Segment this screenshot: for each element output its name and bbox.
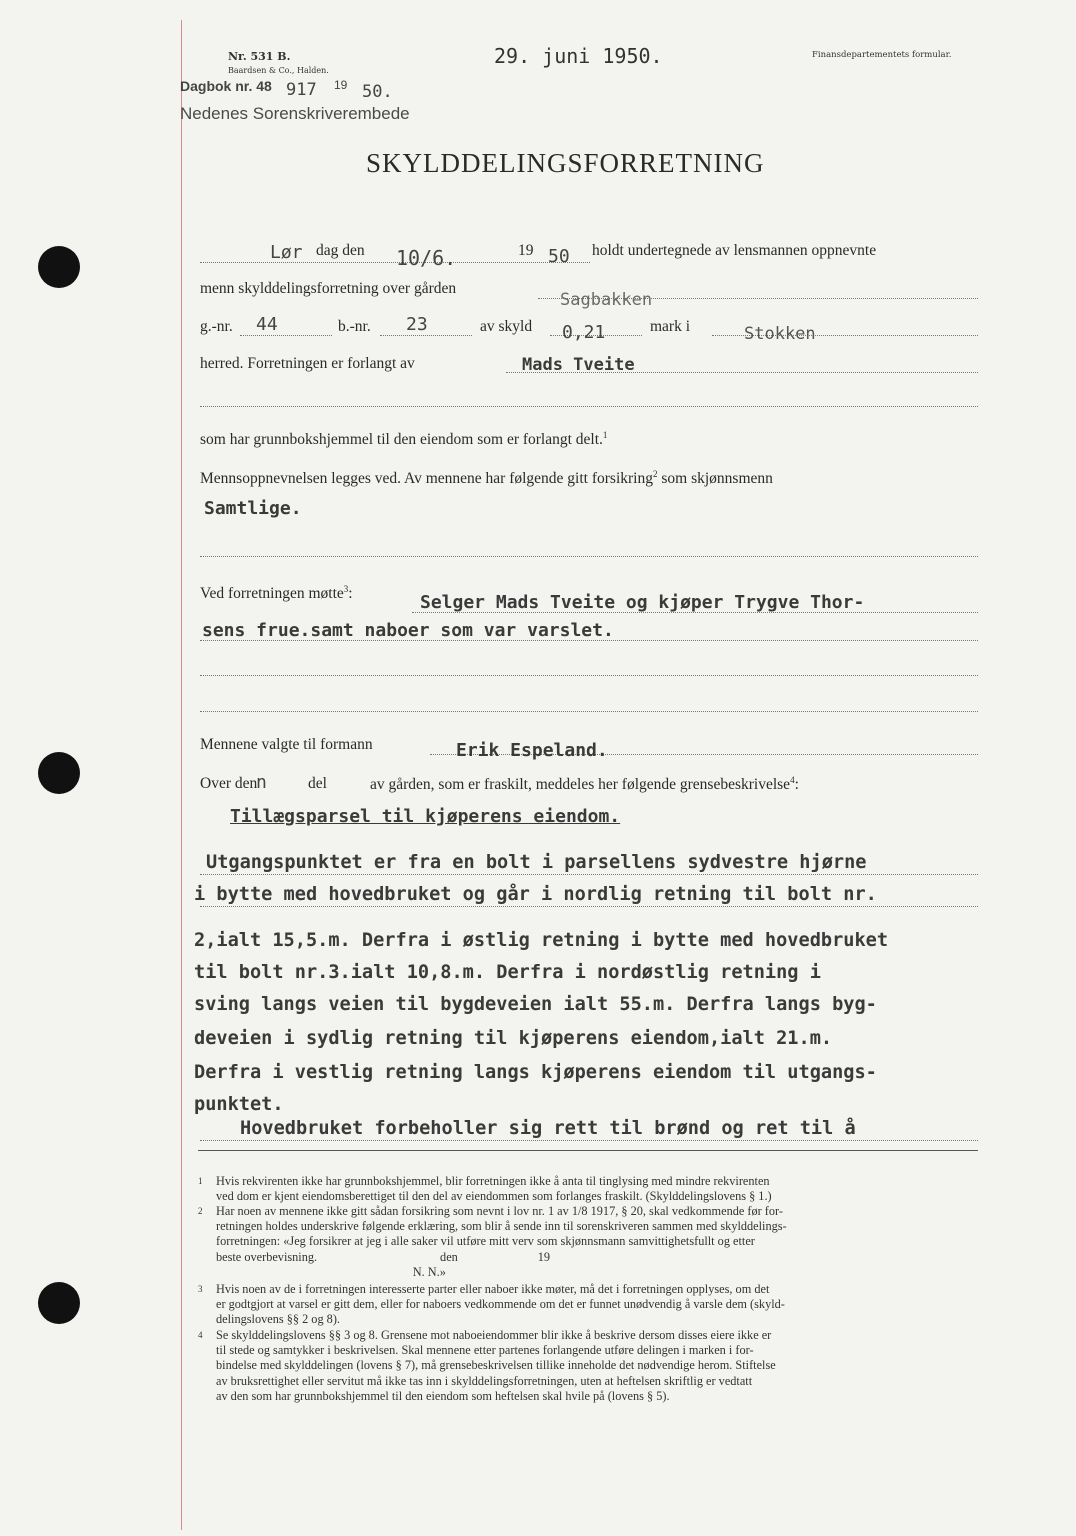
skyld-value: 0,21 [562,322,606,343]
dagbok-label: Dagbok nr. 48 [180,78,272,94]
menn-line: Mennsoppnevnelsen legges ved. Av mennene har følgende gitt forsikring$^2$ som skjønnsmenn [200,469,773,488]
punch-hole [38,1282,80,1324]
mote-line1: Selger Mads Tveite og kjøper Trygve Thor- [420,592,865,613]
fill-line [200,640,978,641]
form-number: Nr. 531 B. [228,50,291,63]
fill-line [200,1140,978,1141]
dagbok-year: 50. [362,82,393,102]
description-line: til bolt nr.3.ialt 10,8.m. Derfra i nordøstlig retning i [194,962,821,983]
fill-line [380,335,472,336]
formann-value: Erik Espeland. [456,740,608,761]
fill-line [200,262,590,263]
bnr-value: 23 [406,314,428,335]
fill-line [200,711,978,712]
fill-line [412,612,978,613]
parcel-heading: Tillægsparsel til kjøperens eiendom. [230,806,621,827]
footnote-1: 1 Hvis rekvirenten ikke har grunnbokshjemmel, blir forretningen ikke å anta til tinglysing med mindre rekvirenten ved dom er kjent eiendomsberettiget til den del av eiendommen som forlanges fraskilt. (Skylddelingslovens § 1.) [198,1174,772,1204]
municipality-value: Stokken [744,324,816,344]
mark-i-label: mark i [650,318,691,335]
fill-line [200,874,978,875]
date-value: 10/6. [396,246,457,270]
punch-hole [38,246,80,288]
dagbok-year-prefix: 19 [334,78,348,92]
office-stamp: Nedenes Sorenskriverembede [180,104,410,123]
over-den-label: Over den [200,775,258,792]
description-line: 2,ialt 15,5.m. Derfra i østlig retning i bytte med hovedbruket [194,930,889,951]
gnr-label: g.-nr. [200,318,233,335]
description-line: deveien i sydlig retning til kjøperens eiendom,ialt 21.m. [194,1028,833,1049]
footnote-4: 4 Se skylddelingslovens §§ 3 og 8. Grensene mot naboeiendommer blir ikke å beskrive dersom disses eiere ikke er til stede og samtykker i beskrivelsen. Skal mennene etter partenes forlangende utføre delingen i marken i for- bindelse med skylddelingen (lovens § 7), må grensebeskrivelsen tillike inneholde det nødvendige herom. Stiftelse av bruksrettighet eller servitut må ikke tas inn i skylddelingsforretningen, uten at heftelsen skriftlig er vedtatt av den som har grunnbokshjemmel til den eiendom som heftelsen skal hvile på (lovens § 5). [198,1328,776,1403]
fill-line [200,406,978,407]
gnr-value: 44 [256,314,278,335]
description-line: Hovedbruket forbeholler sig rett til brønd og ret til å [240,1118,856,1139]
herred-line: herred. Forretningen er forlangt av [200,355,415,372]
document-date: 29. juni 1950. [494,44,663,68]
grense-line: av gården, som er fraskilt, meddeles her følgende grensebeskrivelse$^4$: [370,775,799,794]
year-value: 50 [548,246,570,267]
fill-line [200,906,978,907]
fill-line [240,335,332,336]
margin-line [181,20,182,1530]
page-title: SKYLDDELINGSFORRETNING [366,148,765,178]
requested-by: Mads Tveite [522,355,635,375]
publisher: Baardsen & Co., Halden. [228,66,329,75]
description-line: Derfra i vestlig retning langs kjøperens eiendom til utgangs- [194,1062,877,1083]
fill-line [200,556,978,557]
bnr-label: b.-nr. [338,318,371,335]
grunnbok-line: som har grunnbokshjemmel til den eiendom som er forlangt delt.$^1$ [200,430,608,449]
line2-text: menn skylddelingsforretning over gården [200,280,457,297]
description-line: sving langs veien til bygdeveien ialt 55.m. Derfra langs byg- [194,994,877,1015]
footnote-2: 2 Har noen av mennene ikke gitt sådan forsikring som nevnt i lov nr. 1 av 1/8 1917, § 20, skal vedkommende før for- retningen holdes underskrive følgende erklæring, som blir å sende inn til sorenskriveren sammen med skylddelings- forretningen: «Jeg forsikrer at jeg i alle saker vil utføre mitt verv som skjønnsmann samvittighetsfullt og etter beste overbevisning. den 19 N. N.» [198,1204,787,1279]
punch-hole [38,752,80,794]
weekday-value: Lør [270,242,303,263]
dag-den-label: dag den [316,242,365,259]
year-prefix: 19 [518,242,534,259]
description-line: i bytte med hovedbruket og går i nordlig retning til bolt nr. [194,884,877,905]
over-den-value: n [256,772,267,793]
fill-line [200,675,978,676]
farm-name: Sagbakken [560,290,653,310]
skjonnsmenn-value: Samtlige. [204,498,302,519]
description-line: punktet. [194,1094,284,1115]
footnote-rule [198,1150,978,1151]
line1-text: holdt undertegnede av lensmannen oppnevnte [592,242,877,259]
formann-label: Mennene valgte til formann [200,736,373,753]
ministry-form: Finansdepartementets formular. [812,50,952,60]
mote-label: Ved forretningen møtte$^3$: [200,584,353,603]
footnote-3: 3 Hvis noen av de i forretningen interesserte parter eller naboer ikke møter, må det i forretningen opplyses, om det er godtgjort at varsel er gitt dem, eller for naboers vedkommende om det er funnet unødvendig å varsle dem (skyld- delingslovens §§ 2 og 8). [198,1282,785,1327]
dagbok-number: 917 [286,80,317,100]
av-skyld-label: av skyld [480,318,533,335]
mote-line2: sens frue.samt naboer som var varslet. [202,620,614,641]
del-label: del [308,775,327,792]
description-line: Utgangspunktet er fra en bolt i parsellens sydvestre hjørne [206,852,867,873]
